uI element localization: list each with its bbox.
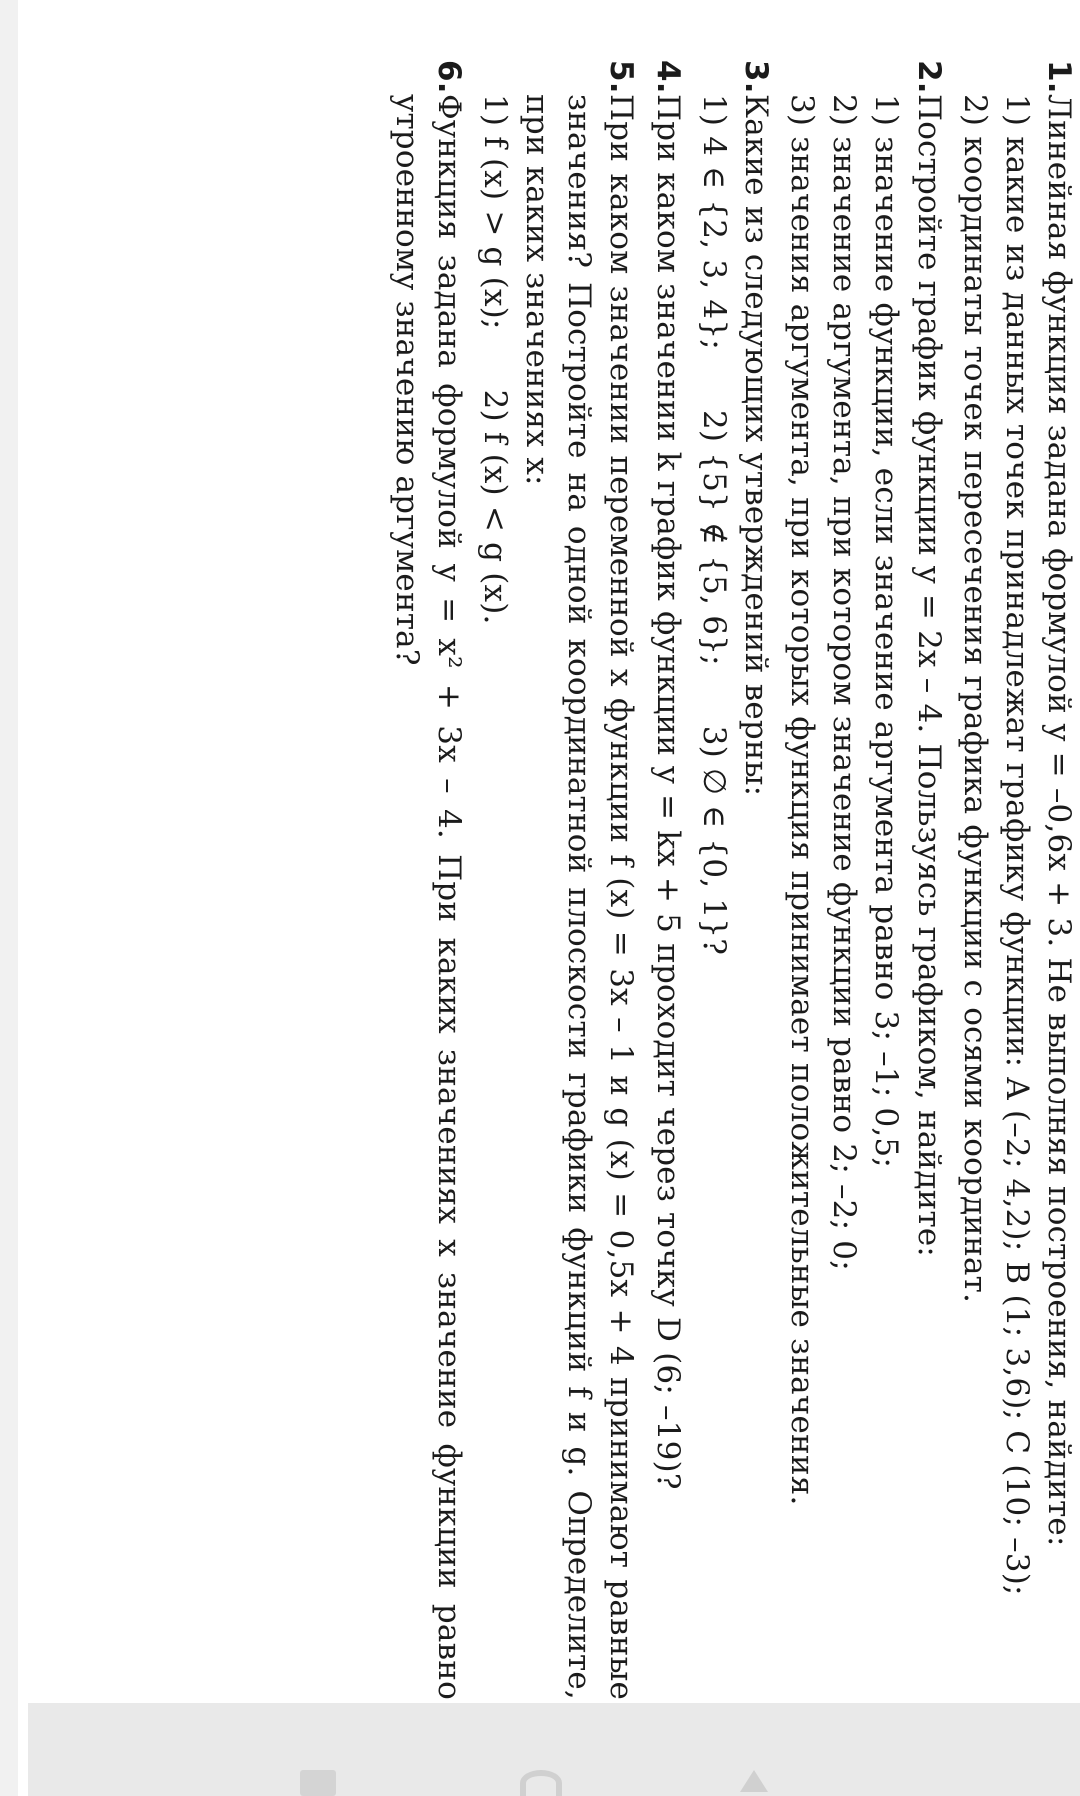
problem-number: 5. (603, 60, 640, 94)
problem-item: 1) какие из данных точек принадлежат графику функции: A (–2; 4,2); B (1; 3,6); C (10; –3); (998, 94, 1035, 1596)
problem-number: 2. (910, 60, 947, 94)
problem-4 (646, 60, 688, 1700)
problem-item: 1) значение функции, если значение аргумента равно 3; –1; 0,5; (868, 94, 905, 1168)
problem-item: 1) 4 ∈ {2, 3, 4}; (695, 94, 732, 350)
problem-item: 2) значение аргумента, при котором значение функции равно 2; –2; 0; (826, 94, 863, 1271)
problem-text: Линейная функция задана формулой y = –0,6x + 3. Не выполняя построения, найдите: (1041, 94, 1077, 1547)
statement-list (693, 94, 735, 1700)
toolbar-circle-icon[interactable] (520, 1770, 562, 1796)
problem-item: 3) значения аргумента, при которых функция принимает положительные значения. (784, 94, 821, 1506)
problem-1 (954, 60, 1080, 1700)
problem-3 (693, 60, 777, 1700)
toolbar-triangle-icon[interactable] (740, 1770, 768, 1792)
problem-item: 2) {5} ∉ {5, 6}; (695, 409, 732, 666)
problem-2 (781, 60, 950, 1700)
left-gutter (0, 0, 18, 1796)
problem-item: 1) f (x) > g (x); (476, 94, 513, 330)
problem-text: При каком значении переменной x функции f (x) = 3x – 1 и g (x) = 0,5x + 4 принимают равные значения? Постройте на одной координатной плоскости графики функций f и g. Определите, при каких значениях x: (519, 94, 640, 1700)
problem-text: При каком значении k график функции y = kx + 5 проходит через точку D (6; –19)? (649, 94, 686, 1490)
statement-list (474, 94, 516, 1700)
problem-item: 2) f (x) < g (x). (476, 389, 513, 625)
problem-number: 1. (1041, 60, 1077, 94)
problem-text: Какие из следующих утверждений верны: (737, 94, 774, 797)
worksheet-page (120, 60, 1080, 1700)
problem-number: 4. (649, 60, 686, 94)
problem-text: Функция задана формулой y = x² + 3x – 4. При каких значениях x значение функции равно утроенному значению аргумента? (388, 94, 467, 1700)
problem-5 (474, 60, 643, 1700)
problem-6 (386, 60, 470, 1700)
problem-number: 6. (430, 60, 467, 94)
toolbar-square-icon[interactable] (300, 1770, 336, 1796)
problem-number: 3. (737, 60, 774, 94)
problem-item: 2) координаты точек пересечения графика функции с осями координат. (956, 94, 993, 1304)
problem-text: Постройте график функции y = 2x – 4. Пользуясь графиком, найдите: (910, 94, 947, 1258)
problem-item: 3) ∅ ∈ {0, 1}? (695, 725, 732, 956)
